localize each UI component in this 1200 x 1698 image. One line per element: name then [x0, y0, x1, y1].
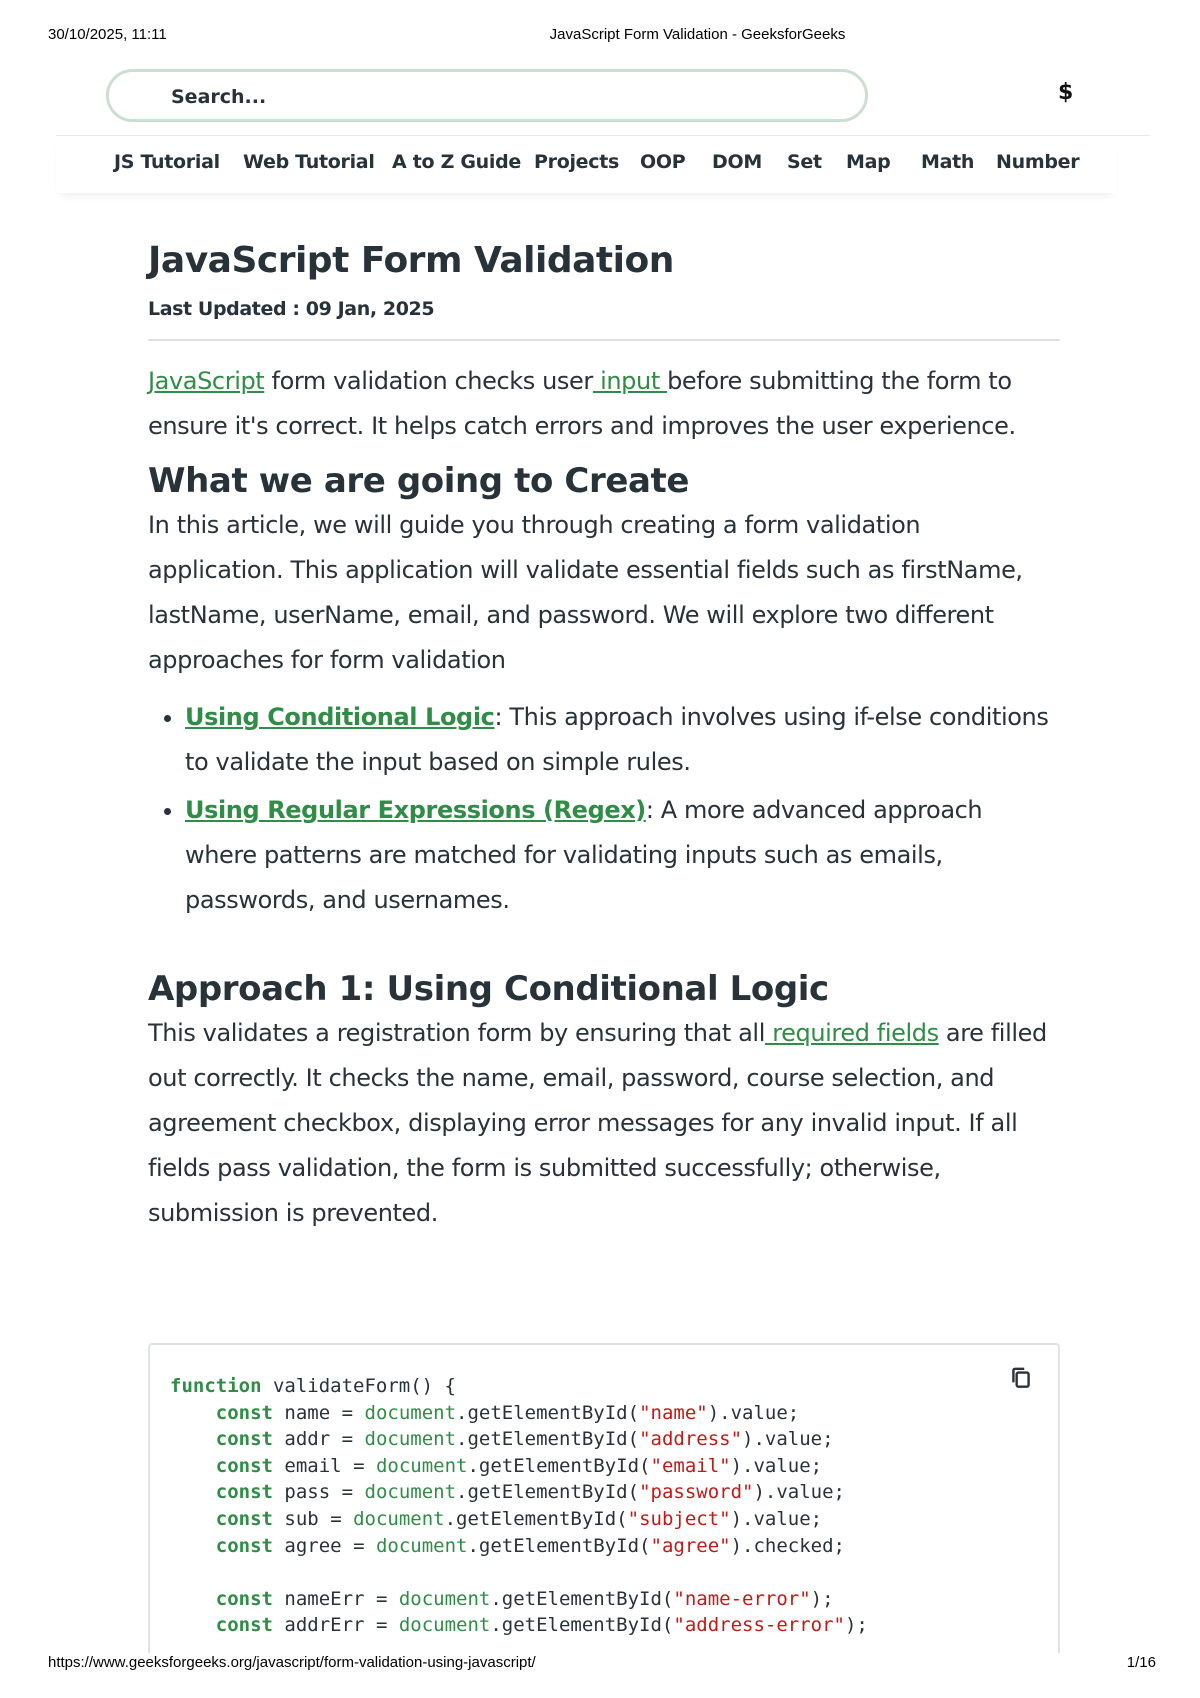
required-fields-link[interactable]: required fields — [764, 1019, 939, 1047]
nav-item-projects[interactable]: Projects — [534, 151, 620, 173]
list-item: • Using Conditional Logic: This approach involves using if-else conditions to validate the input based on simple rules. — [185, 695, 1060, 785]
nav-item-a-to-z-guide[interactable]: A to Z Guide — [392, 151, 521, 173]
nav-item-set[interactable]: Set — [787, 151, 822, 173]
list-item: • Using Regular Expressions (Regex): A more advanced approach where patterns are matched for validating inputs such as emails, passwords, and usernames. — [185, 788, 1060, 923]
regex-link[interactable]: Using Regular Expressions (Regex) — [185, 796, 646, 824]
nav-item-js-tutorial[interactable]: JS Tutorial — [114, 151, 220, 173]
intro-paragraph: JavaScript form validation checks user input before submitting the form to ensure it's correct. It helps catch errors and improves the user experience. — [148, 367, 1016, 440]
search-input[interactable] — [169, 81, 773, 113]
print-footer — [0, 1654, 1200, 1684]
conditional-logic-link[interactable]: Using Conditional Logic — [185, 703, 495, 731]
print-url: https://www.geeksforgeeks.org/javascript/form-validation-using-javascript/ — [48, 1654, 536, 1671]
title-divider — [148, 339, 1060, 341]
nav-item-number[interactable]: Number — [996, 151, 1080, 173]
input-link[interactable]: input — [592, 367, 668, 395]
last-updated: Last Updated : 09 Jan, 2025 — [148, 298, 435, 320]
code-block — [148, 1343, 1060, 1653]
print-header — [0, 26, 1200, 56]
print-page-title: JavaScript Form Validation - GeeksforGeeks — [549, 26, 846, 43]
print-datetime: 30/10/2025, 11:11 — [48, 26, 167, 43]
page-title: JavaScript Form Validation — [148, 240, 674, 281]
section-heading-approach-1: Approach 1: Using Conditional Logic — [148, 969, 829, 1009]
article — [148, 240, 1060, 1236]
print-page-number: 1/16 — [1126, 1654, 1156, 1671]
nav-item-map[interactable]: Map — [846, 151, 891, 173]
code-content: function validateForm() { const name = document.getElementById("name").value; const addr = document.getElementById("address").value; const email = document.getElementById("email").value; const pass = document.getElementById("password").value; const sub = document.getElementById("subject").value; const agree = document.getElementById("agree").checked; const nameErr = document.getElementById("name-error"); const addrErr = document.getElementById("address-error"); — [170, 1375, 868, 1637]
currency-icon[interactable]: $ — [1058, 80, 1074, 105]
nav-divider — [56, 135, 1150, 136]
nav-item-math[interactable]: Math — [921, 151, 975, 173]
copy-icon[interactable] — [1008, 1365, 1034, 1391]
nav-item-web-tutorial[interactable]: Web Tutorial — [243, 151, 375, 173]
search-bar[interactable] — [106, 69, 868, 122]
approach-list — [148, 695, 1060, 923]
section-paragraph-create: In this article, we will guide you through creating a form validation application. This application will validate essential fields such as firstName, lastName, userName, email, and password. We will explore two different approaches for form validation — [148, 511, 1023, 674]
topic-nav — [56, 137, 1116, 193]
javascript-link[interactable]: JavaScript — [148, 367, 265, 395]
nav-item-oop[interactable]: OOP — [640, 151, 686, 173]
section-paragraph-approach-1: This validates a registration form by ensuring that all required fields are filled out correctly. It checks the name, email, password, course selection, and agreement checkbox, displaying error messages for any invalid input. If all fields pass validation, the form is submitted successfully; otherwise, submission is prevented. — [148, 1019, 1047, 1227]
nav-item-dom[interactable]: DOM — [712, 151, 762, 173]
section-heading-create: What we are going to Create — [148, 461, 690, 501]
